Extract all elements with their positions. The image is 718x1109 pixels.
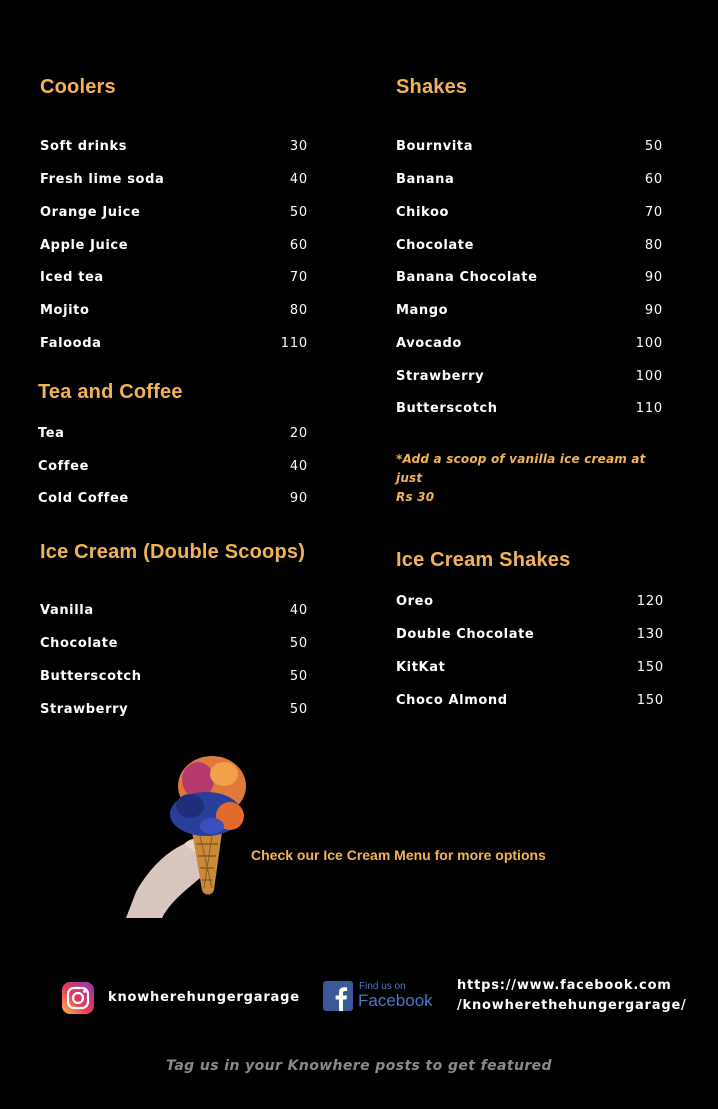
item-price: 150 bbox=[636, 660, 664, 675]
item-price: 40 bbox=[289, 459, 308, 474]
ice-cream-section bbox=[40, 541, 308, 721]
menu-item bbox=[40, 702, 308, 722]
menu-item bbox=[40, 205, 308, 225]
menu-item bbox=[40, 303, 308, 323]
note-line-1: *Add a scoop of vanilla ice cream at just bbox=[396, 452, 646, 485]
item-name: Iced tea bbox=[40, 270, 104, 285]
menu-item bbox=[396, 627, 664, 647]
item-name: Butterscotch bbox=[40, 669, 142, 684]
item-name: Chocolate bbox=[40, 636, 119, 651]
facebook-url-line1[interactable]: https://www.facebook.com bbox=[457, 978, 672, 993]
item-name: Fresh lime soda bbox=[40, 172, 165, 187]
item-price: 100 bbox=[635, 336, 663, 351]
item-name: Falooda bbox=[40, 336, 102, 351]
item-name: Choco Almond bbox=[396, 693, 508, 708]
item-price: 110 bbox=[280, 336, 308, 351]
item-name: Cold Coffee bbox=[38, 491, 129, 506]
item-price: 80 bbox=[289, 303, 308, 318]
ice-cream-shakes-section bbox=[396, 549, 664, 719]
menu-item bbox=[40, 139, 308, 159]
item-price: 50 bbox=[289, 669, 308, 684]
menu-item bbox=[38, 491, 308, 511]
item-name: Mango bbox=[396, 303, 449, 318]
menu-item bbox=[40, 336, 308, 356]
item-price: 20 bbox=[289, 426, 308, 441]
item-name: Vanilla bbox=[40, 603, 94, 618]
item-name: Bournvita bbox=[396, 139, 474, 154]
item-name: Soft drinks bbox=[40, 139, 128, 154]
menu-item bbox=[40, 238, 308, 258]
item-price: 40 bbox=[289, 603, 308, 618]
item-name: Mojito bbox=[40, 303, 90, 318]
item-name: Banana Chocolate bbox=[396, 270, 538, 285]
shakes-title: Shakes bbox=[396, 76, 468, 98]
menu-item bbox=[40, 172, 308, 192]
item-price: 40 bbox=[289, 172, 308, 187]
item-name: Orange Juice bbox=[40, 205, 141, 220]
item-price: 90 bbox=[289, 491, 308, 506]
instagram-handle[interactable]: knowherehungergarage bbox=[108, 990, 300, 1005]
item-name: Double Chocolate bbox=[396, 627, 535, 642]
item-name: Oreo bbox=[396, 594, 434, 609]
item-price: 30 bbox=[289, 139, 308, 154]
item-price: 70 bbox=[644, 205, 663, 220]
item-name: Banana bbox=[396, 172, 455, 187]
menu-item bbox=[396, 303, 663, 323]
facebook-badge[interactable] bbox=[323, 980, 435, 1012]
facebook-icon bbox=[323, 981, 353, 1011]
item-price: 130 bbox=[636, 627, 664, 642]
item-name: Strawberry bbox=[40, 702, 129, 717]
item-price: 150 bbox=[636, 693, 664, 708]
item-name: Chocolate bbox=[396, 238, 475, 253]
menu-item bbox=[38, 459, 308, 479]
ice-cream-menu-promo: Check our Ice Cream Menu for more options bbox=[251, 847, 546, 863]
menu-item bbox=[40, 603, 308, 623]
tea-coffee-section bbox=[38, 381, 308, 511]
menu-item bbox=[396, 238, 663, 258]
menu-item bbox=[40, 669, 308, 689]
item-name: Tea bbox=[38, 426, 65, 441]
coolers-title: Coolers bbox=[40, 76, 116, 98]
menu-item bbox=[396, 139, 663, 159]
item-name: Coffee bbox=[38, 459, 90, 474]
item-price: 50 bbox=[289, 702, 308, 717]
item-name: Avocado bbox=[396, 336, 462, 351]
item-name: Butterscotch bbox=[396, 401, 498, 416]
item-name: Strawberry bbox=[396, 369, 485, 384]
item-name: Apple Juice bbox=[40, 238, 129, 253]
item-price: 50 bbox=[644, 139, 663, 154]
menu-item bbox=[38, 426, 308, 446]
coolers-section bbox=[40, 76, 308, 366]
item-price: 110 bbox=[635, 401, 663, 416]
item-price: 50 bbox=[289, 205, 308, 220]
menu-item bbox=[396, 369, 663, 389]
ice-cream-cone-icon bbox=[126, 752, 252, 918]
item-price: 60 bbox=[644, 172, 663, 187]
item-price: 50 bbox=[289, 636, 308, 651]
item-name: KitKat bbox=[396, 660, 446, 675]
instagram-icon[interactable] bbox=[62, 982, 94, 1014]
menu-item bbox=[396, 594, 664, 614]
item-name: Chikoo bbox=[396, 205, 450, 220]
item-price: 90 bbox=[644, 270, 663, 285]
ice-cream-title: Ice Cream (Double Scoops) bbox=[40, 541, 306, 563]
menu-item bbox=[396, 270, 663, 290]
facebook-badge-line1: Find us on bbox=[359, 981, 406, 992]
ice-cream-shakes-title: Ice Cream Shakes bbox=[396, 549, 571, 571]
item-price: 100 bbox=[635, 369, 663, 384]
item-price: 90 bbox=[644, 303, 663, 318]
shakes-section bbox=[396, 76, 663, 504]
tagline: Tag us in your Knowhere posts to get featured bbox=[166, 1058, 552, 1074]
note-line-2: Rs 30 bbox=[396, 490, 435, 504]
menu-item bbox=[396, 172, 663, 192]
item-price: 120 bbox=[636, 594, 664, 609]
tea-coffee-title: Tea and Coffee bbox=[38, 381, 183, 403]
item-price: 70 bbox=[289, 270, 308, 285]
item-price: 60 bbox=[289, 238, 308, 253]
item-price: 80 bbox=[644, 238, 663, 253]
menu-item bbox=[396, 660, 664, 680]
menu-item bbox=[40, 270, 308, 290]
menu-item bbox=[40, 636, 308, 656]
menu-item bbox=[396, 336, 663, 356]
menu-item bbox=[396, 401, 663, 421]
menu-item bbox=[396, 205, 663, 225]
facebook-badge-line2: Facebook bbox=[358, 991, 433, 1010]
facebook-url-line2[interactable]: /knowherethehungergarage/ bbox=[457, 998, 687, 1013]
menu-item bbox=[396, 693, 664, 713]
vanilla-addon-note bbox=[396, 450, 666, 507]
